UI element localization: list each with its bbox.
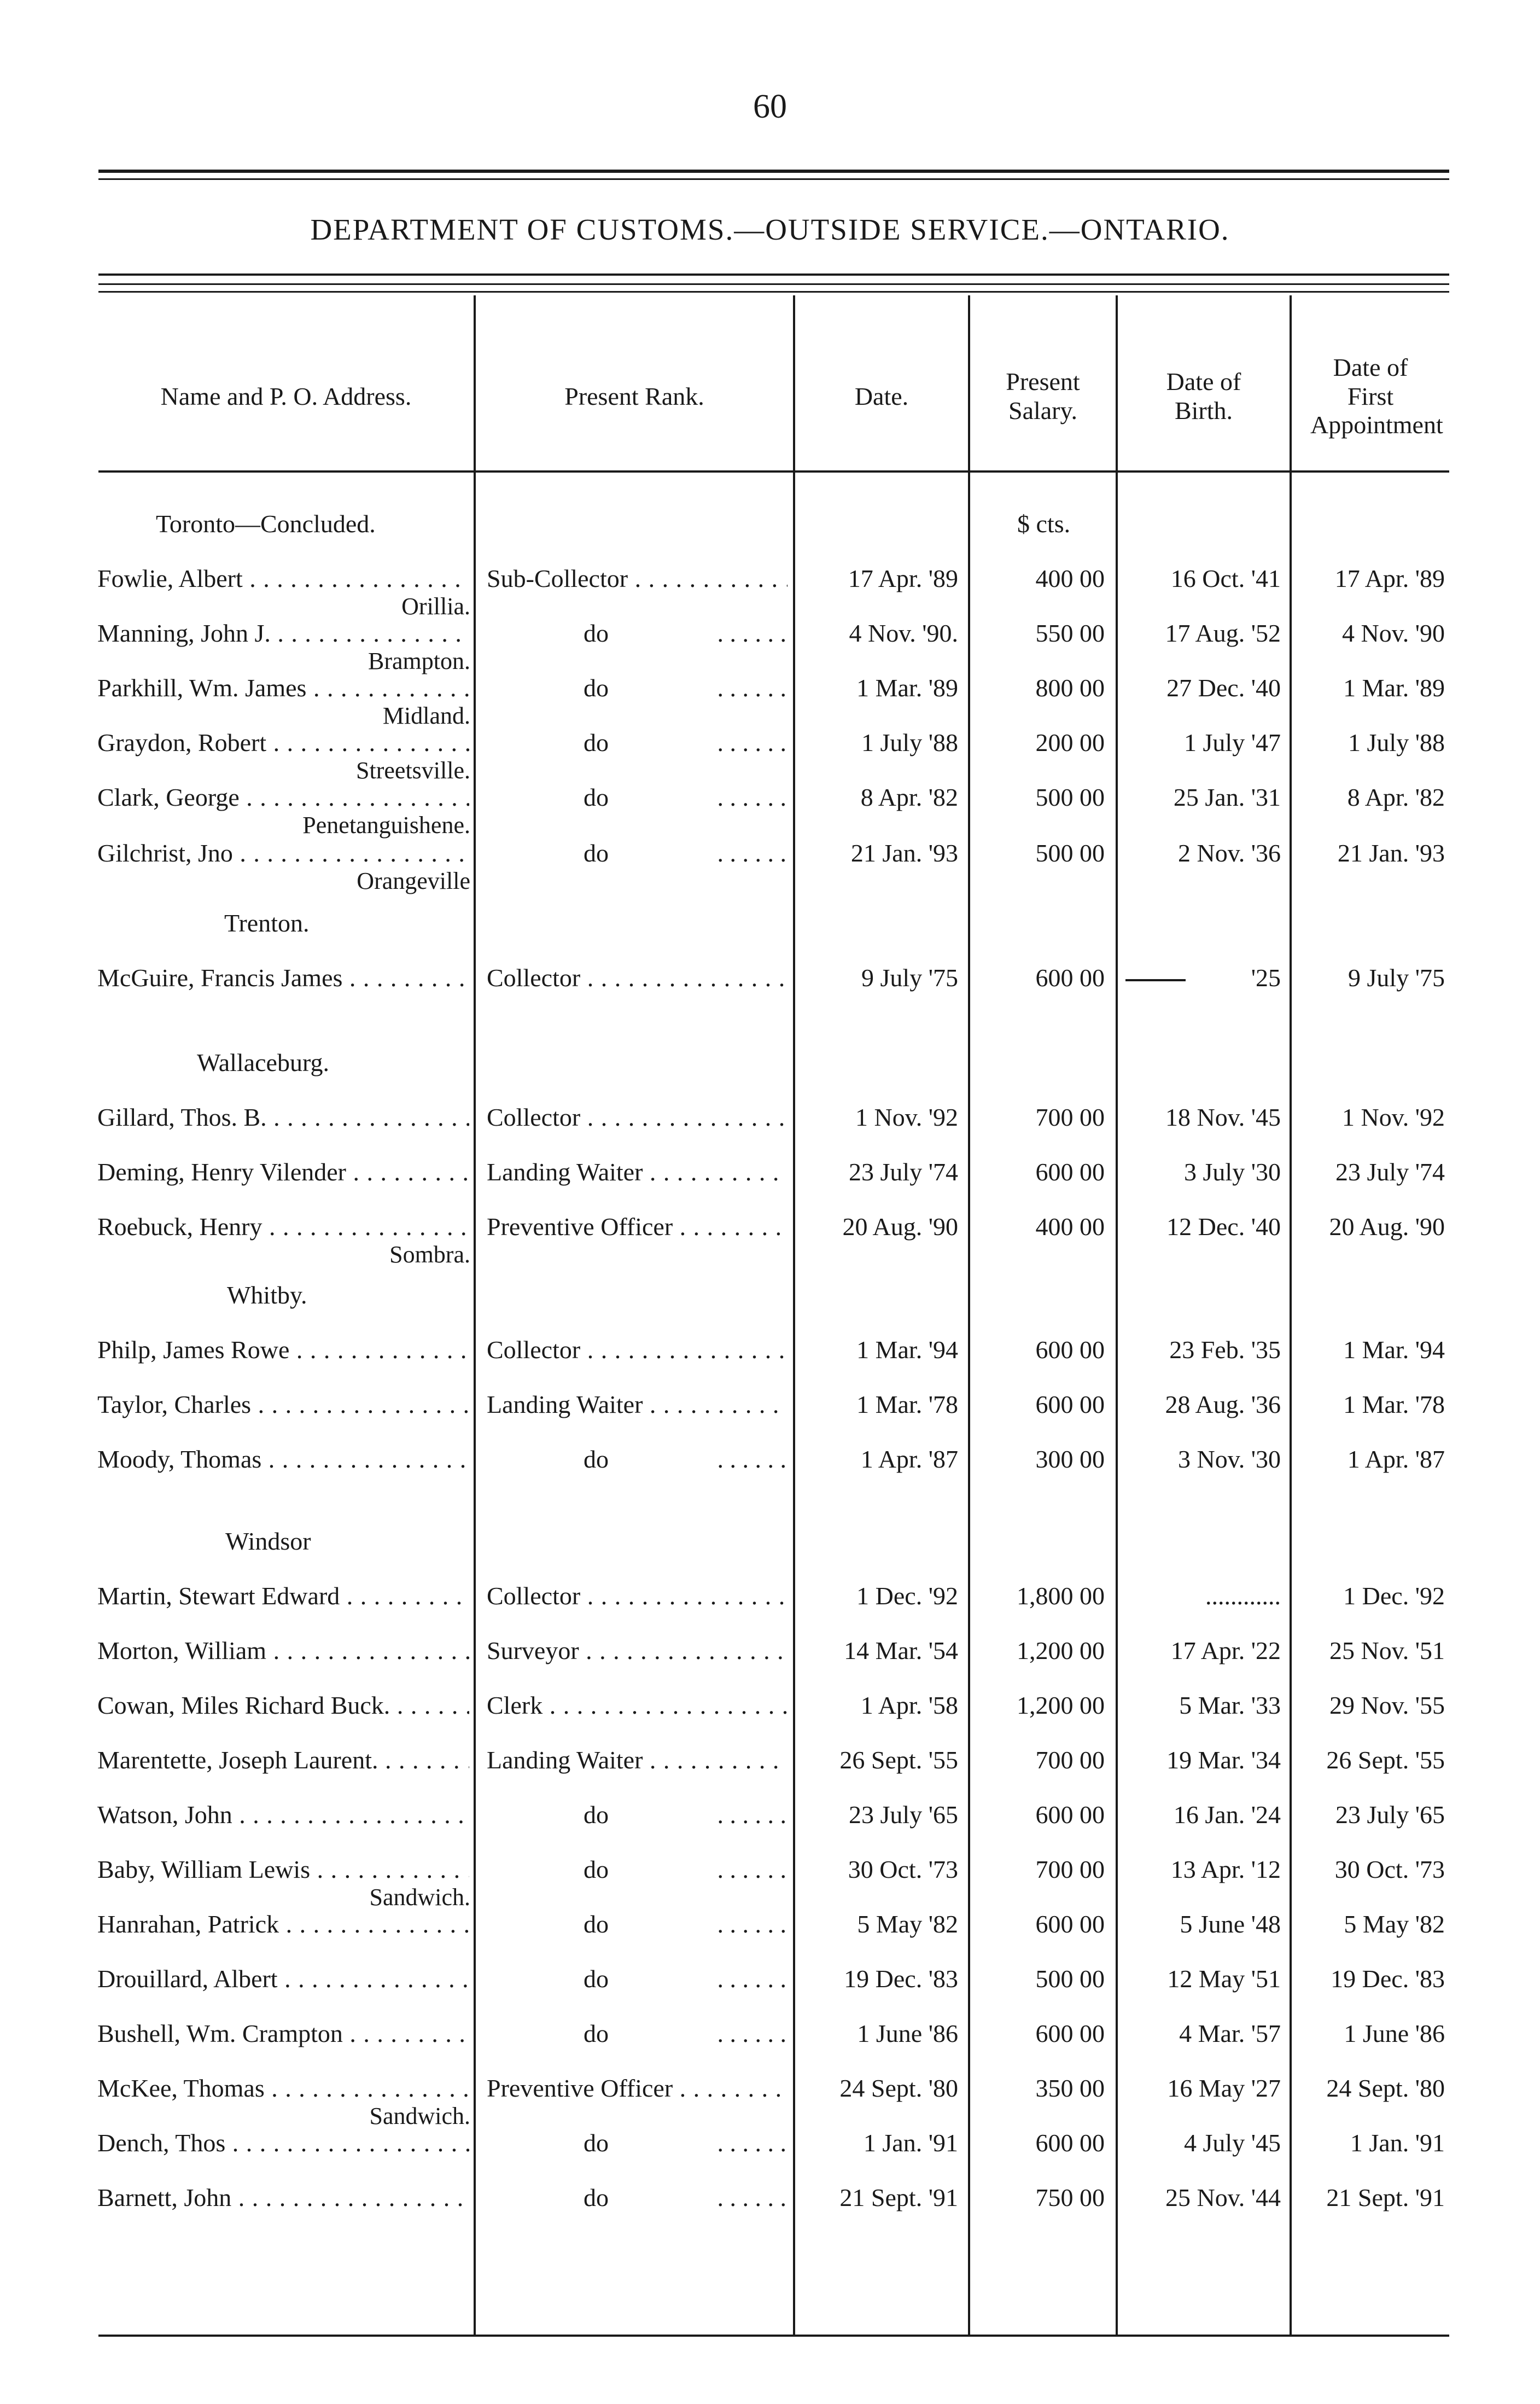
rank-ditto: do (584, 2129, 609, 2157)
top-rule-1 (98, 170, 1449, 173)
birth-cell: 27 Dec. '40 (1166, 674, 1281, 702)
appointment-cell: 29 Nov. '55 (1329, 1691, 1445, 1719)
date-cell: 26 Sept. '55 (839, 1746, 958, 1774)
salary-cell: 400 00 (1035, 1213, 1105, 1241)
salary-cell: 1,200 00 (1017, 1637, 1105, 1664)
leader-dots: . . . . . . (711, 1445, 786, 1473)
rank-cell (481, 1966, 788, 1992)
rank-cell (481, 2185, 788, 2210)
salary-cell: 600 00 (1035, 964, 1105, 992)
appointment-cell: 1 Nov. '92 (1341, 1103, 1445, 1131)
birth-cell: 4 Mar. '57 (1179, 2019, 1281, 2047)
date-cell: 1 Mar. '78 (856, 1390, 958, 1418)
birth-cell: 4 July '45 (1184, 2129, 1281, 2157)
appointment-cell: 21 Sept. '91 (1326, 2184, 1445, 2211)
place-label: Midland. (382, 702, 470, 729)
salary-cell: 200 00 (1035, 729, 1105, 756)
rank-cell (481, 1912, 788, 1937)
birth-cell: 3 July '30 (1184, 1158, 1281, 1186)
name-cell: Barnett, John . . . (97, 2185, 469, 2213)
salary-cell: 500 00 (1035, 839, 1105, 867)
header-first-appointment: Date of First Appointment (1310, 353, 1443, 439)
salary-cell: 700 00 (1035, 1103, 1105, 1131)
rank-ditto: do (584, 1855, 609, 1883)
birth-cell: 23 Feb. '35 (1169, 1336, 1281, 1364)
salary-cell: 700 00 (1035, 1746, 1105, 1774)
date-cell: 9 July '75 (861, 964, 958, 992)
heading-rule-3 (98, 291, 1449, 293)
appointment-cell: 20 Aug. '90 (1329, 1213, 1445, 1241)
appointment-cell: 1 July '88 (1348, 729, 1445, 756)
date-cell: 30 Oct. '73 (848, 1855, 958, 1883)
name-cell: Bushell, Wm. Crampton . . . (97, 2021, 469, 2048)
header-rule (98, 470, 1449, 473)
birth-cell: 2 Nov. '36 (1177, 839, 1281, 867)
birth-cell: 12 Dec. '40 (1166, 1213, 1281, 1241)
rank-cell (481, 621, 788, 646)
appointment-cell: 1 Apr. '87 (1347, 1445, 1445, 1473)
appointment-cell: 1 Dec. '92 (1343, 1582, 1445, 1610)
name-cell: Cowan, Miles Richard Buck. . . . (97, 1693, 469, 1720)
leader-dots: . . . . . . (711, 2184, 786, 2211)
section-heading: Windsor (225, 1527, 311, 1555)
salary-cell: 1,200 00 (1017, 1691, 1105, 1719)
page-number: 60 (753, 88, 787, 125)
place-label: Orillia. (401, 593, 470, 620)
name-cell: Baby, William Lewis . . . (97, 1857, 469, 1884)
appointment-cell: 23 July '65 (1335, 1801, 1445, 1829)
salary-cell: 800 00 (1035, 674, 1105, 702)
name-cell: Fowlie, Albert . . . (97, 566, 469, 593)
date-cell: 24 Sept. '80 (839, 2074, 958, 2102)
rank-ditto: do (584, 619, 609, 647)
date-cell: 23 July '65 (849, 1801, 958, 1829)
section-heading: Wallaceburg. (197, 1049, 329, 1076)
birth-year: '25 (1251, 964, 1281, 992)
name-cell: Drouillard, Albert . . . (97, 1966, 469, 1994)
salary-cell: 400 00 (1035, 564, 1105, 592)
name-cell: Parkhill, Wm. James . . . (97, 676, 469, 703)
date-cell: 1 Mar. '89 (856, 674, 958, 702)
date-cell: 1 Apr. '58 (860, 1691, 958, 1719)
leader-dots: . . . . . . (711, 839, 786, 867)
name-cell: Hanrahan, Patrick . . . (97, 1912, 469, 1939)
rank-cell (481, 730, 788, 755)
rank-cell (481, 1447, 788, 1472)
appointment-cell: 24 Sept. '80 (1326, 2074, 1445, 2102)
salary-cell: 300 00 (1035, 1445, 1105, 1473)
birth-cell: 13 Apr. '12 (1170, 1855, 1281, 1883)
name-cell: Deming, Henry Vilender . . . (97, 1160, 469, 1187)
section-heading: Toronto—Concluded. (156, 510, 376, 538)
appointment-cell: 25 Nov. '51 (1329, 1637, 1445, 1664)
rank-cell: Collector . . . (487, 1337, 788, 1365)
appointment-cell: 9 July '75 (1348, 964, 1445, 992)
heading-rule-2 (98, 283, 1449, 285)
rank-ditto: do (584, 2019, 609, 2047)
rank-ditto: do (584, 1445, 609, 1473)
name-cell: Roebuck, Henry . . . (97, 1214, 469, 1242)
appointment-cell: 1 Mar. '78 (1343, 1390, 1445, 1418)
birth-cell: 3 Nov. '30 (1177, 1445, 1281, 1473)
place-label: Sandwich. (369, 2103, 470, 2129)
leader-dots: . . . . . . (711, 729, 786, 756)
rank-cell: Preventive Officer . . . (487, 2076, 788, 2103)
rank-ditto: do (584, 2184, 609, 2211)
leader-dots: . . . . . . (711, 2129, 786, 2157)
top-rule-2 (98, 178, 1449, 180)
leader-dots: . . . . . . (711, 783, 786, 811)
salary-cell: 600 00 (1035, 1336, 1105, 1364)
name-cell: McGuire, Francis James . . . (97, 965, 469, 993)
appointment-cell: 5 May '82 (1344, 1910, 1445, 1938)
appointment-cell: 1 June '86 (1344, 2019, 1445, 2047)
rank-cell: Landing Waiter . . . (487, 1392, 788, 1419)
header-birth: Date of Birth. (1166, 368, 1241, 424)
date-cell: 1 Apr. '87 (860, 1445, 958, 1473)
name-cell: Clark, George . . . (97, 785, 469, 812)
date-cell: 1 July '88 (861, 729, 958, 756)
appointment-cell: 8 Apr. '82 (1347, 783, 1445, 811)
units-label: $ cts. (1017, 510, 1071, 538)
name-cell: Graydon, Robert . . . (97, 730, 469, 758)
bottom-rule (98, 2335, 1449, 2337)
birth-cell (1119, 965, 1281, 991)
place-label: Sombra. (389, 1241, 470, 1268)
leader-dots: . . . . . . (711, 619, 786, 647)
salary-cell: 500 00 (1035, 783, 1105, 811)
place-label: Sandwich. (369, 1884, 470, 1911)
birth-cell: 17 Apr. '22 (1170, 1637, 1281, 1664)
rank-cell: Landing Waiter . . . (487, 1748, 788, 1775)
header-date: Date. (854, 382, 909, 410)
date-cell: 1 Nov. '92 (855, 1103, 958, 1131)
date-cell: 21 Jan. '93 (850, 839, 958, 867)
name-cell: Gillard, Thos. B. . . . (97, 1105, 469, 1132)
name-cell: Watson, John . . . (97, 1802, 469, 1830)
date-cell: 21 Sept. '91 (839, 2184, 958, 2211)
date-cell: 14 Mar. '54 (844, 1637, 958, 1664)
date-cell: 1 Mar. '94 (856, 1336, 958, 1364)
date-cell: 4 Nov. '90. (849, 619, 958, 647)
salary-cell: 750 00 (1035, 2184, 1105, 2211)
appointment-cell: 26 Sept. '55 (1326, 1746, 1445, 1774)
appointment-cell: 17 Apr. '89 (1334, 564, 1445, 592)
name-cell: Moody, Thomas . . . (97, 1447, 469, 1474)
salary-cell: 600 00 (1035, 2019, 1105, 2047)
salary-cell: 500 00 (1035, 1965, 1105, 1993)
column-divider-4 (1116, 295, 1118, 2336)
rank-cell: Surveyor . . . (487, 1638, 788, 1666)
rank-ditto: do (584, 783, 609, 811)
name-cell: Dench, Thos . . . (97, 2131, 469, 2158)
date-cell: 17 Apr. '89 (848, 564, 958, 592)
birth-cell: 16 May '27 (1167, 2074, 1281, 2102)
section-heading: Trenton. (224, 909, 310, 937)
place-label: Brampton. (368, 648, 470, 674)
name-cell: Marentette, Joseph Laurent. . . . (97, 1748, 469, 1775)
name-cell: Philp, James Rowe . . . (97, 1337, 469, 1365)
name-cell: Morton, William . . . (97, 1638, 469, 1666)
place-label: Orangeville (357, 868, 470, 894)
birth-cell: 16 Jan. '24 (1173, 1801, 1281, 1829)
appointment-cell: 4 Nov. '90 (1341, 619, 1445, 647)
appointment-cell: 1 Jan. '91 (1350, 2129, 1445, 2157)
birth-cell: 1 July '47 (1184, 729, 1281, 756)
date-cell: 8 Apr. '82 (860, 783, 958, 811)
rank-cell: Collector . . . (487, 1584, 788, 1611)
birth-cell: 17 Aug. '52 (1165, 619, 1281, 647)
date-cell: 5 May '82 (857, 1910, 958, 1938)
appointment-cell: 21 Jan. '93 (1337, 839, 1445, 867)
rank-ditto: do (584, 1965, 609, 1993)
rank-cell (481, 2131, 788, 2156)
rank-cell: Collector . . . (487, 1105, 788, 1132)
salary-cell: 600 00 (1035, 1801, 1105, 1829)
birth-cell: 16 Oct. '41 (1170, 564, 1281, 592)
appointment-cell: 1 Mar. '89 (1343, 674, 1445, 702)
name-cell: Taylor, Charles . . . (97, 1392, 469, 1419)
birth-cell: 28 Aug. '36 (1165, 1390, 1281, 1418)
header-salary: Present Salary. (1006, 368, 1080, 424)
birth-dash (1125, 979, 1186, 981)
name-cell: Gilchrist, Jno . . . (97, 841, 469, 868)
leader-dots: . . . . . . (711, 674, 786, 702)
birth-cell: 5 June '48 (1180, 1910, 1281, 1938)
column-divider-2 (793, 295, 795, 2336)
salary-cell: 1,800 00 (1017, 1582, 1105, 1610)
birth-cell: 19 Mar. '34 (1166, 1746, 1281, 1774)
header-rank: Present Rank. (564, 382, 704, 410)
rank-cell: Preventive Officer . . . (487, 1214, 788, 1242)
leader-dots: . . . . . . (711, 1910, 786, 1938)
date-cell: 19 Dec. '83 (844, 1965, 958, 1993)
page-heading: DEPARTMENT OF CUSTOMS.—OUTSIDE SERVICE.—ONTARIO. (310, 213, 1230, 246)
appointment-cell: 30 Oct. '73 (1334, 1855, 1445, 1883)
salary-cell: 600 00 (1035, 1158, 1105, 1186)
heading-rule-1 (98, 273, 1449, 276)
leader-dots: . . . . . . (711, 1965, 786, 1993)
rank-ditto: do (584, 729, 609, 756)
name-cell: Manning, John J. . . . (97, 621, 469, 648)
rank-cell (481, 1857, 788, 1882)
name-cell: McKee, Thomas . . . (97, 2076, 469, 2103)
rank-cell: Sub-Collector . . . (487, 566, 788, 593)
salary-cell: 600 00 (1035, 2129, 1105, 2157)
rank-ditto: do (584, 1910, 609, 1938)
rank-cell (481, 676, 788, 701)
rank-ditto: do (584, 1801, 609, 1829)
birth-cell: ............ (1205, 1582, 1281, 1610)
name-cell: Martin, Stewart Edward . . . (97, 1584, 469, 1611)
appointment-cell: 19 Dec. '83 (1331, 1965, 1445, 1993)
date-cell: 20 Aug. '90 (842, 1213, 958, 1241)
salary-cell: 550 00 (1035, 619, 1105, 647)
rank-cell: Clerk . . . (487, 1693, 788, 1720)
rank-cell (481, 1802, 788, 1827)
birth-cell: 5 Mar. '33 (1179, 1691, 1281, 1719)
appointment-cell: 1 Mar. '94 (1343, 1336, 1445, 1364)
salary-cell: 700 00 (1035, 1855, 1105, 1883)
salary-cell: 600 00 (1035, 1390, 1105, 1418)
rank-ditto: do (584, 674, 609, 702)
date-cell: 23 July '74 (849, 1158, 958, 1186)
place-label: Penetanguishene. (302, 812, 470, 839)
date-cell: 1 Jan. '91 (863, 2129, 958, 2157)
rank-cell (481, 2021, 788, 2046)
leader-dots: . . . . . . (711, 1855, 786, 1883)
rank-cell: Landing Waiter . . . (487, 1160, 788, 1187)
section-heading: Whitby. (227, 1281, 307, 1309)
rank-cell (481, 785, 788, 810)
birth-cell: 18 Nov. '45 (1165, 1103, 1281, 1131)
leader-dots: . . . . . . (711, 2019, 786, 2047)
rank-cell (481, 841, 788, 866)
salary-cell: 350 00 (1035, 2074, 1105, 2102)
leader-dots: . . . . . . (711, 1801, 786, 1829)
rank-ditto: do (584, 839, 609, 867)
date-cell: 1 June '86 (857, 2019, 958, 2047)
header-name: Name and P. O. Address. (160, 382, 412, 410)
place-label: Streetsville. (356, 757, 470, 784)
birth-cell: 25 Jan. '31 (1173, 783, 1281, 811)
column-divider-1 (474, 295, 476, 2336)
appointment-cell: 23 July '74 (1335, 1158, 1445, 1186)
birth-cell: 25 Nov. '44 (1165, 2184, 1281, 2211)
birth-cell: 12 May '51 (1167, 1965, 1281, 1993)
rank-cell: Collector . . . (487, 965, 788, 993)
salary-cell: 600 00 (1035, 1910, 1105, 1938)
date-cell: 1 Dec. '92 (856, 1582, 958, 1610)
